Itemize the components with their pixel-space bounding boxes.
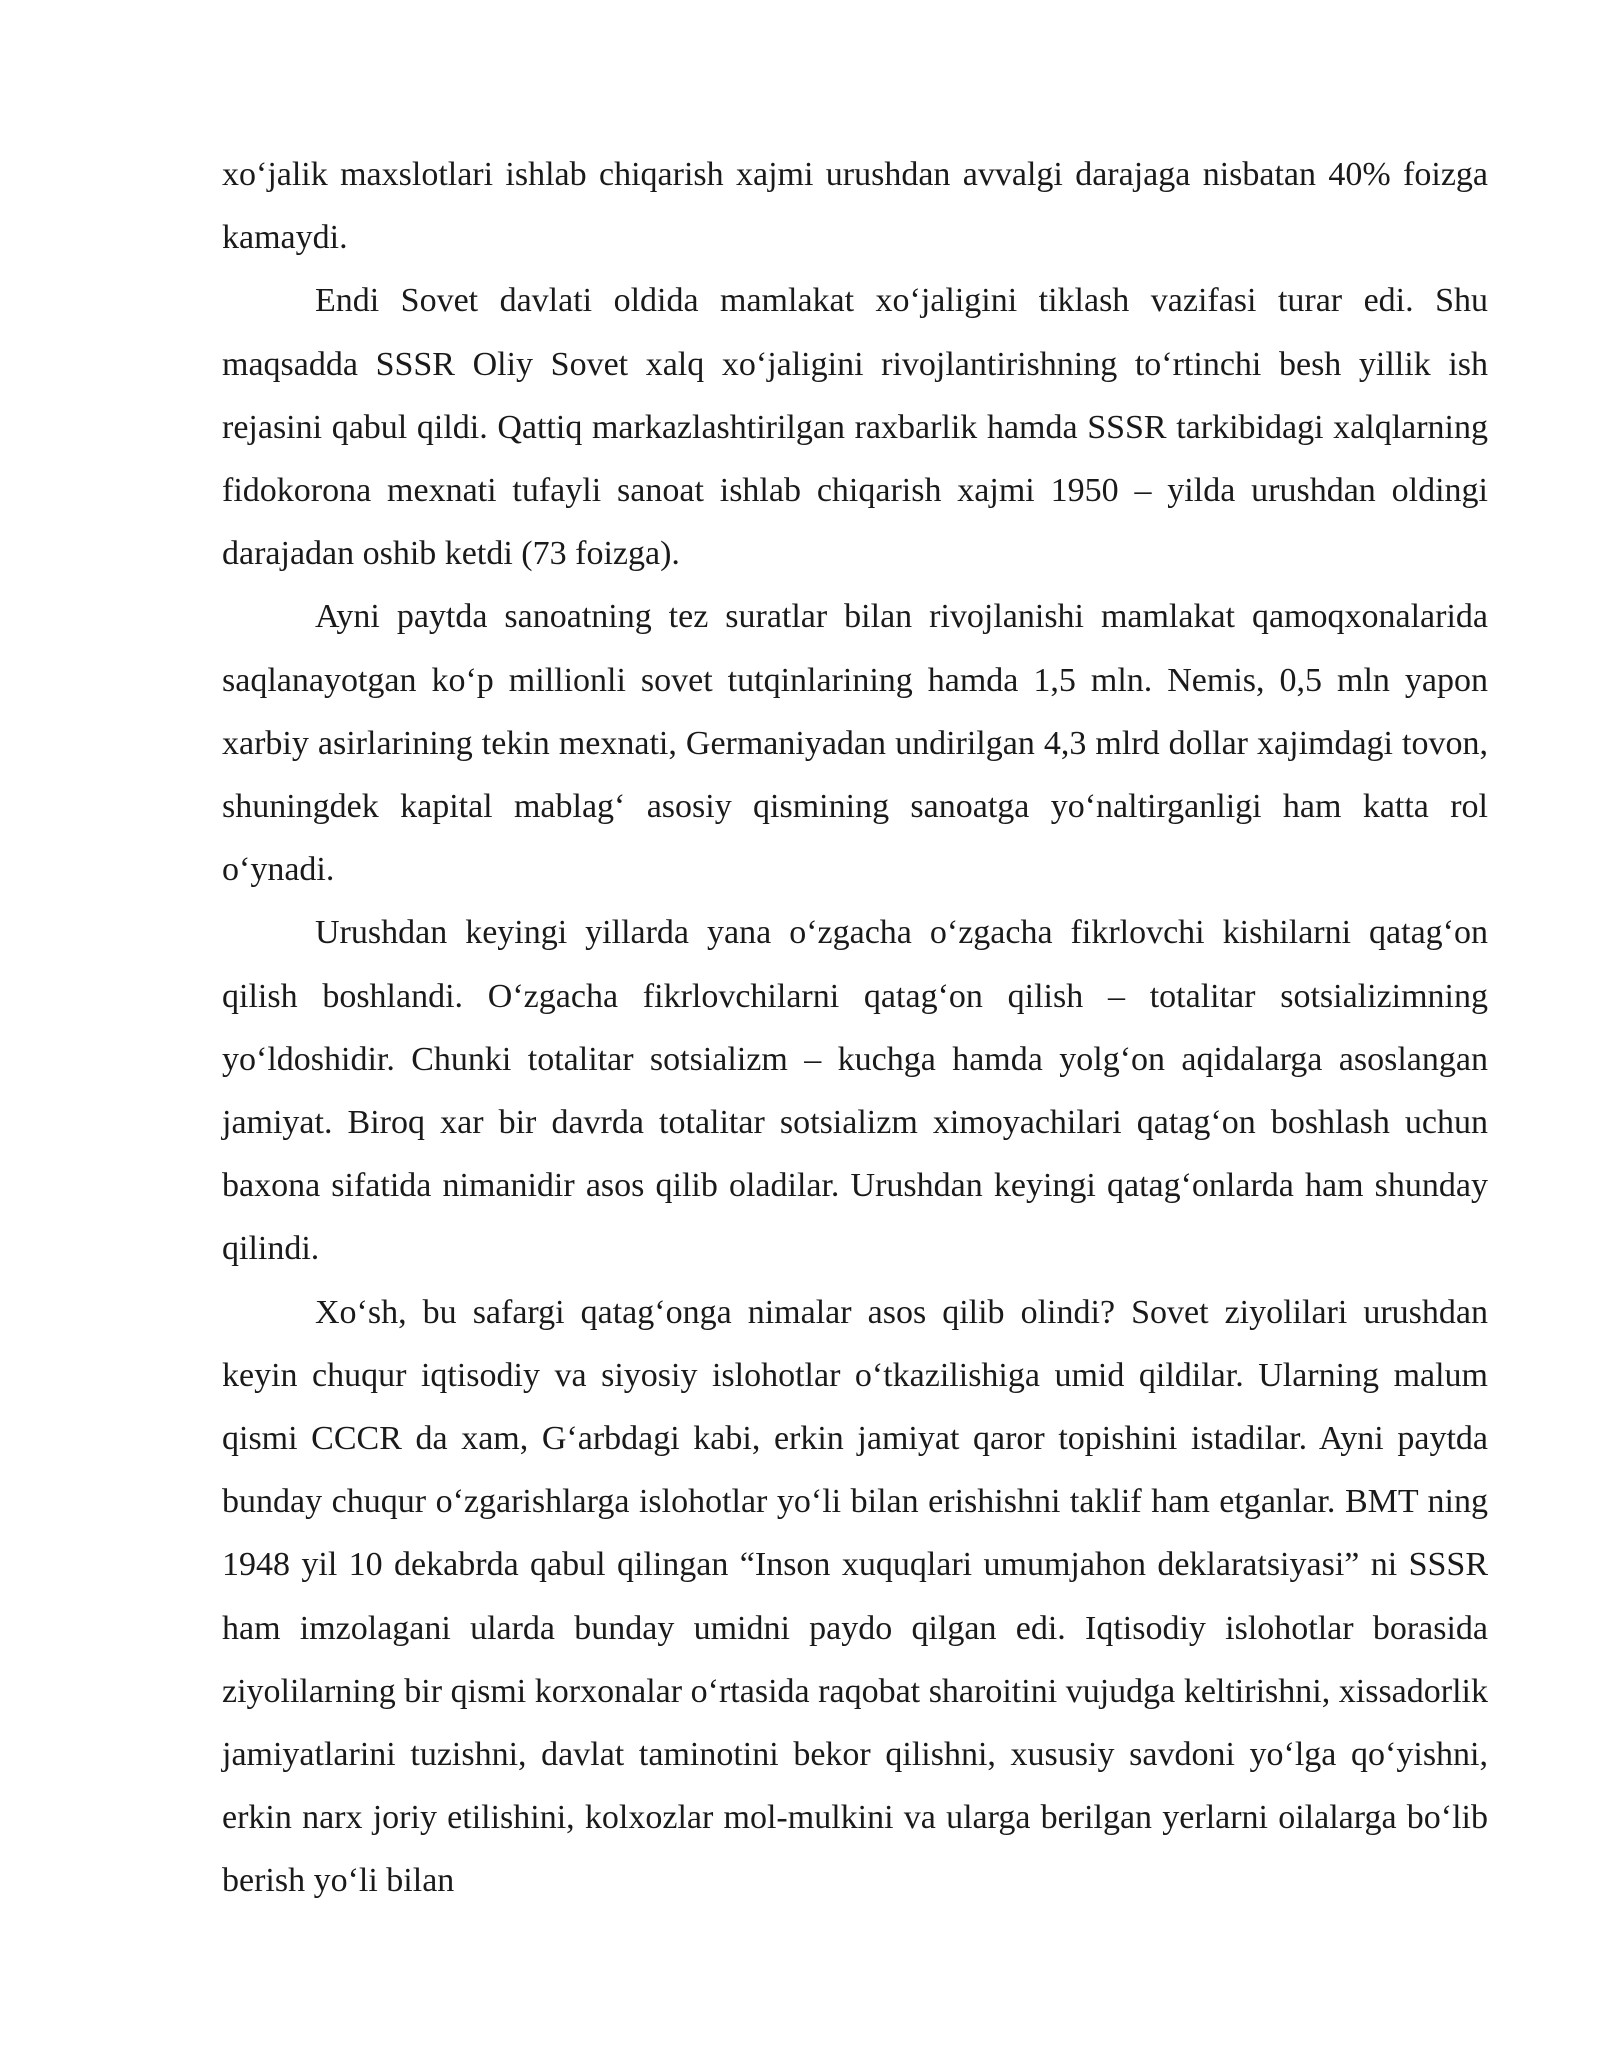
- paragraph: Ayni paytda sanoatning tez suratlar bilan rivojlanishi mamlakat qamoqxonalarida saqlanayotgan ko‘p millionli sovet tutqinlarining hamda 1,5 mln. Nemis, 0,5 mln yapon xarbiy asirlarining tekin mexnati, Germaniyadan undirilgan 4,3 mlrd dollar xajimdagi tovon, shuningdek kapital mablag‘ asosiy qismining sanoatga yo‘naltirganligi ham katta rol o‘ynadi.: [222, 598, 1488, 889]
- paragraph: Endi Sovet davlati oldida mamlakat xo‘jaligini tiklash vazifasi turar edi. Shu maqsadda SSSR Oliy Sovet xalq xo‘jaligini rivojlantirishning to‘rtinchi besh yillik ish rejasini qabul qildi. Qattiq markazlashtirilgan raxbarlik hamda SSSR tarkibidagi xalqlarning fidokorona mexnati tufayli sanoat ishlab chiqarish xajmi 1950 – yilda urushdan oldingi darajadan oshib ketdi (73 foizga).: [222, 282, 1488, 573]
- paragraph: Xo‘sh, bu safargi qatag‘onga nimalar asos qilib olindi? Sovet ziyolilari urushdan keyin chuqur iqtisodiy va siyosiy islohotlar o‘tkazilishiga umid qildilar. Ularning malum qismi CCCR da xam, G‘arbdagi kabi, erkin jamiyat qaror topishini istadilar. Ayni paytda bunday chuqur o‘zgarishlarga islohotlar yo‘li bilan erishishni taklif ham etganlar. BMT ning 1948 yil 10 dekabrda qabul qilingan “Inson xuquqlari umumjahon deklaratsiyasi” ni SSSR ham imzolagani ularda bunday umidni paydo qilgan edi. Iqtisodiy islohotlar borasida ziyolilarning bir qismi korxonalar o‘rtasida raqobat sharoitini vujudga keltirishni, xissadorlik jamiyatlarini tuzishni, davlat taminotini bekor qilishni, xususiy savdoni yo‘lga qo‘yishni, erkin narx joriy etilishini, kolxozlar mol-mulkini va ularga berilgan yerlarni oilalarga bo‘lib berish yo‘li bilan: [222, 1293, 1488, 1900]
- body-text: [222, 143, 1488, 1913]
- paragraph-continuation: xo‘jalik maxslotlari ishlab chiqarish xajmi urushdan avvalgi darajaga nisbatan 40% foizga kamaydi.: [222, 156, 1488, 257]
- paragraph: Urushdan keyingi yillarda yana o‘zgacha o‘zgacha fikrlovchi kishilarni qatag‘on qilish boshlandi. O‘zgacha fikrlovchilarni qatag‘on qilish – totalitar sotsializimning yo‘ldoshidir. Chunki totalitar sotsializm – kuchga hamda yolg‘on aqidalarga asoslangan jamiyat. Biroq xar bir davrda totalitar sotsializm ximoyachilari qatag‘on boshlash uchun baxona sifatida nimanidir asos qilib oladilar. Urushdan keyingi qatag‘onlarda ham shunday qilindi.: [222, 914, 1488, 1268]
